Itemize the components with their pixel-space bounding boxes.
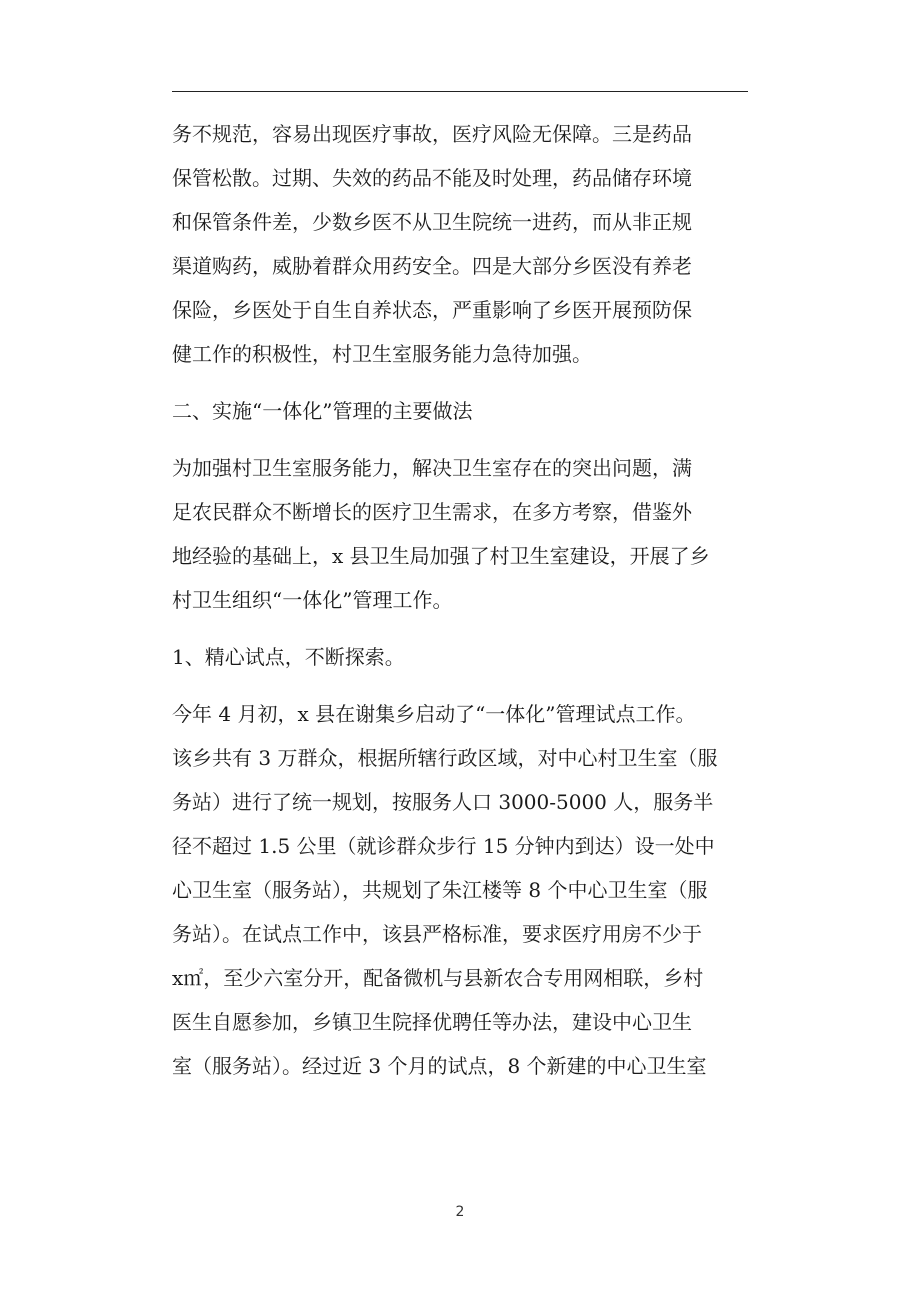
text-line: 足农民群众不断增长的医疗卫生需求，在多方考察，借鉴外 [172, 500, 692, 524]
text-line: 务站）进行了统一规划，按服务人口 3000-5000 人，服务半 [172, 790, 714, 814]
page-number: 2 [455, 1204, 465, 1220]
paragraph [172, 446, 752, 622]
text-line: 渠道购药，威胁着群众用药安全。四是大部分乡医没有养老 [172, 254, 692, 278]
text-line: 保管松散。过期、失效的药品不能及时处理，药品储存环境 [172, 166, 692, 190]
paragraph [172, 692, 752, 1088]
text-line: 保险，乡医处于自生自养状态，严重影响了乡医开展预防保 [172, 298, 692, 322]
text-line: 健工作的积极性，村卫生室服务能力急待加强。 [172, 342, 592, 366]
text-line: 心卫生室（服务站），共规划了朱江楼等 8 个中心卫生室（服 [172, 878, 708, 902]
paragraph-gap [172, 433, 752, 446]
text-line: x㎡，至少六室分开，配备微机与县新农合专用网相联，乡村 [172, 966, 704, 990]
text-line: 务不规范，容易出现医疗事故，医疗风险无保障。三是药品 [172, 122, 692, 146]
text-line: 医生自愿参加，乡镇卫生院择优聘任等办法，建设中心卫生 [172, 1010, 692, 1034]
paragraph-gap [172, 622, 752, 635]
text-line: 该乡共有 3 万群众，根据所辖行政区域，对中心村卫生室（服 [172, 746, 718, 770]
text-line: 和保管条件差，少数乡医不从卫生院统一进药，而从非正规 [172, 210, 692, 234]
document-body [172, 112, 752, 1088]
heading-line: 1、精心试点，不断探索。 [172, 645, 405, 669]
paragraph [172, 112, 752, 376]
paragraph-gap [172, 376, 752, 389]
text-line: 径不超过 1.5 公里（就诊群众步行 15 分钟内到达）设一处中 [172, 834, 715, 858]
text-line: 今年 4 月初，x 县在谢集乡启动了“一体化”管理试点工作。 [172, 702, 696, 726]
text-line: 为加强村卫生室服务能力，解决卫生室存在的突出问题，满 [172, 456, 692, 480]
subsection-heading [172, 635, 752, 679]
section-heading [172, 389, 752, 433]
text-line: 地经验的基础上，x 县卫生局加强了村卫生室建设，开展了乡 [172, 544, 710, 568]
text-line: 村卫生组织“一体化”管理工作。 [172, 588, 453, 612]
text-line: 务站）。在试点工作中，该县严格标准，要求医疗用房不少于 [172, 922, 702, 946]
paragraph-gap [172, 679, 752, 692]
text-line: 室（服务站）。经过近 3 个月的试点，8 个新建的中心卫生室 [172, 1054, 707, 1078]
heading-line: 二、实施“一体化”管理的主要做法 [172, 399, 473, 423]
header-rule [172, 91, 748, 92]
